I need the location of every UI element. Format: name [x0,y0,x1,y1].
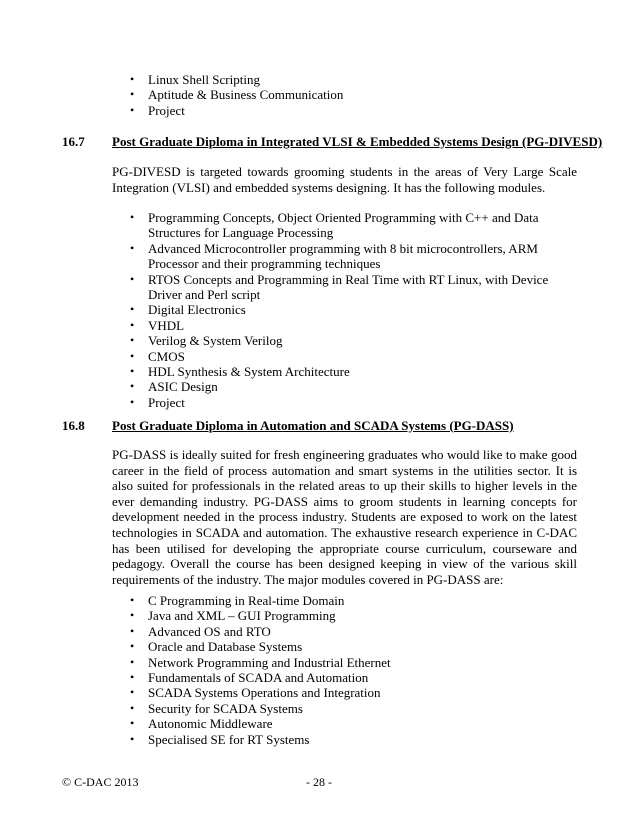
list-item: • Advanced Microcontroller programming with 8 bit microcontrollers, ARM Processor and their programming techniques [130,241,550,272]
section-16-7-heading [62,134,602,150]
list-item: • Oracle and Database Systems [130,639,391,654]
list-item: • Verilog & System Verilog [130,333,550,348]
list-item: • Project [130,395,550,410]
footer-page-number: - 28 - [306,775,332,789]
list-item: • Programming Concepts, Object Oriented Programming with C++ and Data Structures for Language Processing [130,210,550,241]
list-item: • RTOS Concepts and Programming in Real Time with RT Linux, with Device Driver and Perl script [130,272,550,303]
list-item: • Network Programming and Industrial Ethernet [130,655,391,670]
section-16-8-modules [130,593,391,747]
list-item: • ASIC Design [130,379,550,394]
top-module-list [130,72,343,118]
list-item: • Linux Shell Scripting [130,72,343,87]
section-16-8-heading [62,418,514,434]
list-item: • Project [130,103,343,118]
section-title: Post Graduate Diploma in Integrated VLSI & Embedded Systems Design (PG-DIVESD) [112,134,603,149]
list-item: • Advanced OS and RTO [130,624,391,639]
list-item: • VHDL [130,318,550,333]
footer-copyright: © C-DAC 2013 [62,775,139,789]
list-item: • Security for SCADA Systems [130,701,391,716]
list-item: • Specialised SE for RT Systems [130,732,391,747]
list-item: • Fundamentals of SCADA and Automation [130,670,391,685]
list-item: • Java and XML – GUI Programming [130,608,391,623]
section-title: Post Graduate Diploma in Automation and SCADA Systems (PG-DASS) [112,418,514,433]
list-item: • SCADA Systems Operations and Integration [130,685,391,700]
list-item: • Aptitude & Business Communication [130,87,343,102]
list-item: • HDL Synthesis & System Architecture [130,364,550,379]
section-16-7-intro: PG-DIVESD is targeted towards grooming students in the areas of Very Large Scale Integration (VLSI) and embedded systems designing. It has the following modules. [112,164,577,195]
section-number: 16.8 [62,418,85,433]
section-16-7-modules [130,210,550,410]
list-item: • Autonomic Middleware [130,716,391,731]
list-item: • CMOS [130,349,550,364]
list-item: • C Programming in Real-time Domain [130,593,391,608]
section-16-8-intro: PG-DASS is ideally suited for fresh engineering graduates who would like to make good career in the field of process automation and smart systems in the utilities sector. It is also suited for professionals in the related areas to up their skills to higher levels in the ever demanding industry. PG-DASS aims to groom students in learning concepts for development needed in the process industry. Students are exposed to work on the latest technologies in SCADA and automation. The exhaustive research experience in C-DAC has been utilised for developing the appropriate course curriculum, courseware and pedagogy. Overall the course has been designed keeping in view of the various skill requirements of the industry. The major modules covered in PG-DASS are: [112,447,577,587]
section-number: 16.7 [62,134,85,149]
list-item: • Digital Electronics [130,302,550,317]
